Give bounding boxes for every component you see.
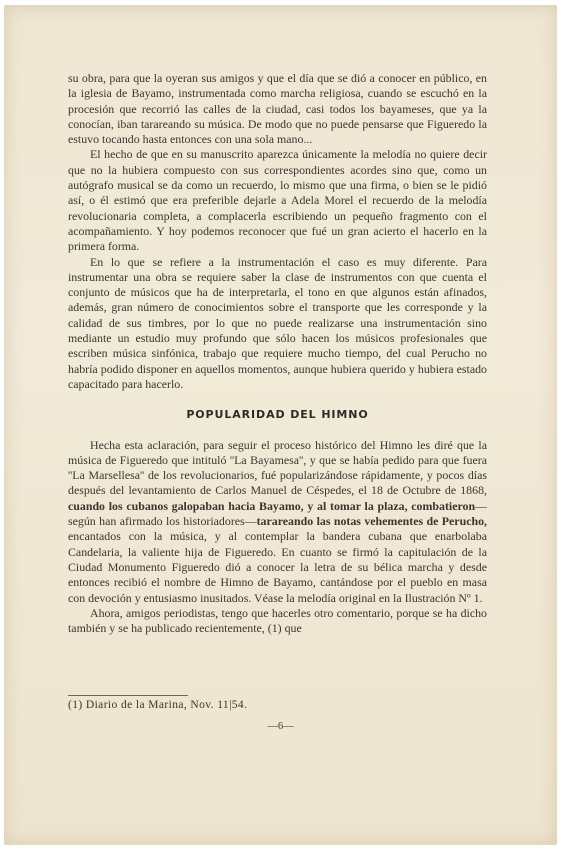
bold-phrase: tarareando las notas vehementes de Perucho, xyxy=(256,514,488,529)
page-number: —6— xyxy=(267,721,294,732)
paragraph-text: Hecha esta aclaración, para seguir el proceso histórico del Himno les diré que la música de Figueredo que intituló ''La Bayamesa'', y que se había pedido para que fuera ''La Marsellesa'' de los revolucionarios, fué popularizándose rápidamente, y pocos días después del levantamiento de Carlos Manuel de Céspedes, el 18 de Octubre de 1868, xyxy=(68,437,487,498)
paragraph: En lo que se refiere a la instrumentación el caso es muy diferente. Para instrumentar una obra se requiere saber la clase de instrumentos con que cuenta el conjunto de músicos que ha de interpretarla, el tono en que algunos están afinados, además, gran número de conocimientos sobre el transporte que les corresponde y la calidad de sus timbres, por lo que no puede realizarse una instrumentación sino mediante un estudio muy profundo que sólo hacen los músicos profesionales que escriben música sinfónica, trabajo que requiere mucho tiempo, del cual Perucho no habría podido disponer en aquellos momentos, aunque hubiera querido y hubiera estado capacitado para hacerlo. xyxy=(68,254,487,391)
section-heading: POPULARIDAD DEL HIMNO xyxy=(186,408,369,422)
paragraph: El hecho de que en su manuscrito aparezca únicamente la melodía no quiere decir que no la hubiera compuesto con sus correspondientes acordes sino que, como un autógrafo musical se da como un recuerdo, lo mismo que una firma, o bien se le pidió así, o él estimó que era preferible dejarle a Adela Morel el recuerdo de la melodía revolucionaria completa, a complacerla escribiendo un pequeño fragmento con el acompañamiento. Y hoy podemos reconocer que fué un gran acierto el hacerlo en la primera forma. xyxy=(68,147,487,254)
bold-phrase: cuando los cubanos galopaban hacia Bayamo, y al tomar la plaza, combatieron xyxy=(68,498,476,513)
paragraph-text: encantados con la música, y al contemplar la bandera cubana que enarbolaba Candelaria, la valiente hija de Figueredo. En cuanto se firmó la capitulación de la Ciudad Monumento Figueredo dió a conocer la letra de su bélica marcha y desde entonces recibió el nombre de Himno de Bayamo, cantándose por el pueblo en masa con devoción y entusiasmo inusitados. Véase la melodía original en la Ilustración Nº 1. xyxy=(68,529,487,605)
paragraph xyxy=(68,438,487,606)
book-page xyxy=(4,5,557,845)
paragraph: Ahora, amigos periodistas, tengo que hacerles otro comentario, porque se ha dicho también y se ha publicado recientemente, (1) que xyxy=(68,605,487,636)
body-text xyxy=(68,71,487,636)
paragraph-text: —según han afirmado los historiadores— xyxy=(68,498,487,529)
footnote-rule xyxy=(68,695,188,696)
paragraph: su obra, para que la oyeran sus amigos y que el día que se dió a conocer en público, en la iglesia de Bayamo, instrumentada como marcha religiosa, cuando se escuchó en la procesión que recorrió las calles de la ciudad, casi todos los bayameses, que ya la conocían, iban tarareando su música. De modo que no puede pensarse que Figueredo la estuvo tocando hasta entonces con una sola mano... xyxy=(68,71,487,147)
footnote: (1) Diario de la Marina, Nov. 11|54. xyxy=(68,699,248,711)
